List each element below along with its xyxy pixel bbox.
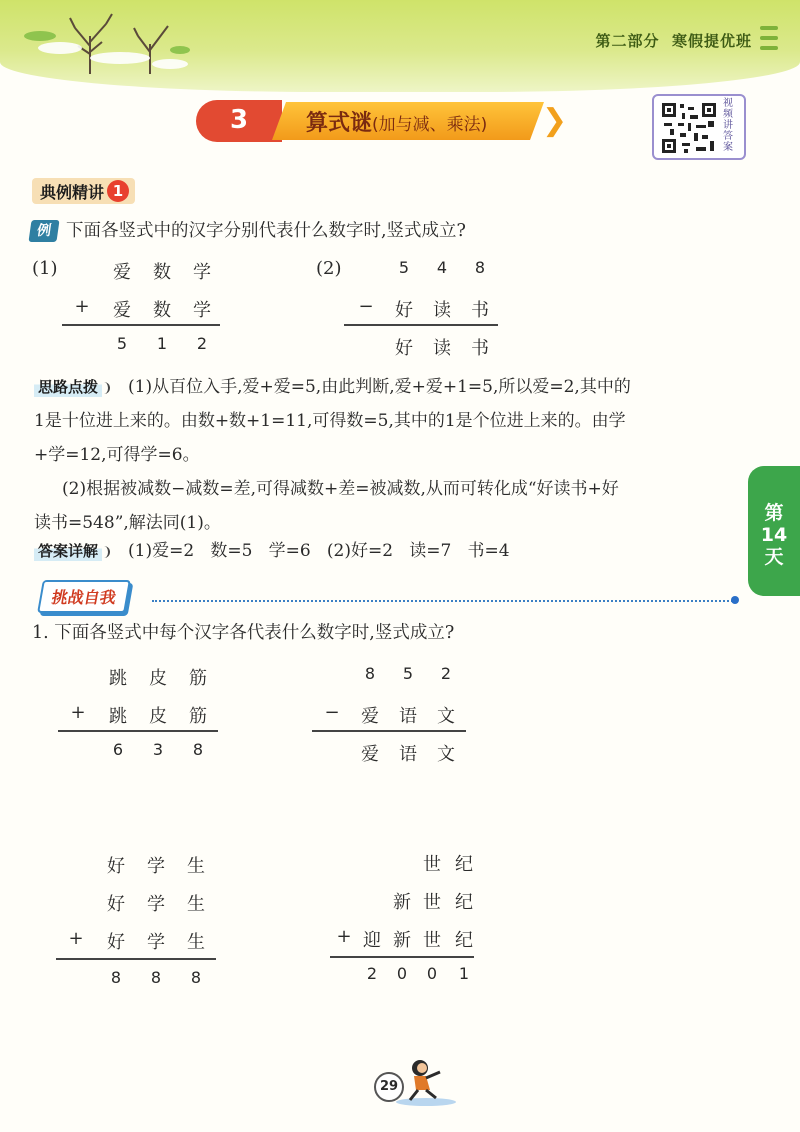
digit-cell: 跳 — [109, 706, 127, 727]
operator: + — [70, 702, 86, 723]
sum-line — [330, 956, 474, 958]
digit-cell: 新 — [393, 930, 411, 951]
digit-cell: 书 — [471, 338, 489, 359]
header-decoration — [760, 26, 778, 56]
day-tab-line3: 天 — [764, 546, 784, 568]
problem-label: (1) — [32, 258, 58, 279]
hint-line: 1是十位进上来的。由数+数+1=11,可得数=5,其中的1是个位进上来的。由学 — [34, 411, 626, 431]
digit-cell: 2 — [366, 964, 378, 983]
example-icon: 例 — [28, 220, 59, 242]
operator: + — [336, 926, 352, 947]
digit-cell: 2 — [440, 664, 452, 683]
digit-cell: 世 — [423, 854, 441, 875]
lesson-title — [196, 100, 580, 144]
qr-code-icon — [660, 101, 718, 155]
digit-cell: 爱 — [361, 706, 379, 727]
challenge-badge: 挑战自我 — [37, 580, 131, 613]
digit-cell: 4 — [436, 258, 448, 277]
digit-cell: 爱 — [361, 744, 379, 765]
answer-tag: 答案详解 — [34, 540, 102, 561]
digit-cell: 1 — [156, 334, 168, 353]
digit-cell: 世 — [423, 892, 441, 913]
dotted-divider — [152, 600, 736, 602]
lesson-title-text — [306, 106, 487, 137]
sum-line — [62, 324, 220, 326]
digit-cell: 好 — [395, 300, 413, 321]
digit-cell: 好 — [107, 894, 125, 915]
digit-cell: 0 — [426, 964, 438, 983]
example-badge-number: 1 — [107, 180, 129, 202]
digit-cell: 5 — [398, 258, 410, 277]
digit-cell: 数 — [153, 262, 171, 283]
hint-tag: 思路点拨 — [34, 376, 102, 397]
digit-cell: 筋 — [189, 668, 207, 689]
digit-cell: 纪 — [455, 854, 473, 875]
digit-cell: 好 — [107, 856, 125, 877]
answer-text: (1)爱=2 数=5 学=6 (2)好=2 读=7 书=4 — [128, 541, 510, 561]
sum-line — [56, 958, 216, 960]
digit-cell: 皮 — [149, 668, 167, 689]
digit-cell: 生 — [187, 932, 205, 953]
operator: + — [74, 296, 90, 317]
lesson-number: 3 — [196, 100, 282, 142]
digit-cell: 书 — [471, 300, 489, 321]
digit-cell: 好 — [107, 932, 125, 953]
divider-dot — [731, 596, 739, 604]
digit-cell: 学 — [193, 300, 211, 321]
digit-cell: 3 — [152, 740, 164, 759]
digit-cell: 6 — [112, 740, 124, 759]
operator: − — [358, 296, 374, 317]
header-series: 寒假提优班 — [671, 32, 752, 50]
example-badge-label: 典例精讲 — [40, 182, 105, 202]
trees-illustration — [20, 6, 190, 76]
digit-cell: 皮 — [149, 706, 167, 727]
digit-cell: 文 — [437, 706, 455, 727]
hint-line: (1)从百位入手,爱+爱=5,由此判断,爱+爱+1=5,所以爱=2,其中的 — [128, 377, 631, 397]
header-section: 第二部分 — [595, 32, 660, 50]
digit-cell: 纪 — [455, 892, 473, 913]
digit-cell: 5 — [402, 664, 414, 683]
operator: − — [324, 702, 340, 723]
day-tab-number: 14 — [760, 524, 788, 546]
runner-mascot-icon — [396, 1056, 460, 1108]
digit-cell: 学 — [147, 856, 165, 877]
digit-cell: 学 — [147, 894, 165, 915]
difference-line — [312, 730, 466, 732]
digit-cell: 世 — [423, 930, 441, 951]
example-badge — [32, 178, 135, 204]
digit-cell: 跳 — [109, 668, 127, 689]
digit-cell: 学 — [147, 932, 165, 953]
digit-cell: 纪 — [455, 930, 473, 951]
lesson-title-sub: (加与减、乘法) — [372, 115, 488, 135]
digit-cell: 语 — [399, 706, 417, 727]
page-number: 29 — [374, 1072, 404, 1102]
digit-cell: 爱 — [113, 262, 131, 283]
sum-line — [58, 730, 218, 732]
difference-line — [344, 324, 498, 326]
digit-cell: 读 — [433, 338, 451, 359]
digit-cell: 爱 — [113, 300, 131, 321]
digit-cell: 读 — [433, 300, 451, 321]
example-question: 下面各竖式中的汉字分别代表什么数字时,竖式成立? — [66, 221, 466, 241]
digit-cell: 2 — [196, 334, 208, 353]
hint-line: 读书=548”,解法同(1)。 — [34, 513, 221, 533]
day-tab-line1: 第 — [764, 502, 784, 524]
digit-cell: 生 — [187, 856, 205, 877]
header-title — [596, 30, 752, 51]
chevron-right-icon: ❯ — [542, 103, 568, 138]
digit-cell: 8 — [190, 968, 202, 987]
digit-cell: 1 — [458, 964, 470, 983]
exercise-question: 1. 下面各竖式中每个汉字各代表什么数字时,竖式成立? — [32, 623, 455, 643]
digit-cell: 0 — [396, 964, 408, 983]
digit-cell: 生 — [187, 894, 205, 915]
hint-line: +学=12,可得学=6。 — [34, 445, 200, 465]
digit-cell: 学 — [193, 262, 211, 283]
digit-cell: 新 — [393, 892, 411, 913]
hint-line: (2)根据被减数−减数=差,可得减数+差=被减数,从而可转化成“好读书+好 — [62, 479, 619, 499]
digit-cell: 文 — [437, 744, 455, 765]
digit-cell: 语 — [399, 744, 417, 765]
digit-cell: 8 — [364, 664, 376, 683]
digit-cell: 筋 — [189, 706, 207, 727]
digit-cell: 迎 — [363, 930, 381, 951]
qr-caption: 视频讲答案 — [723, 98, 733, 153]
problem-label: (2) — [316, 258, 342, 279]
lesson-title-main: 算式谜 — [306, 111, 373, 136]
digit-cell: 5 — [116, 334, 128, 353]
digit-cell: 8 — [192, 740, 204, 759]
qr-code-box[interactable] — [652, 94, 746, 160]
digit-cell: 8 — [474, 258, 486, 277]
digit-cell: 8 — [150, 968, 162, 987]
header-band — [0, 0, 800, 92]
operator: + — [68, 928, 84, 949]
digit-cell: 好 — [395, 338, 413, 359]
day-tab — [748, 466, 800, 596]
digit-cell: 8 — [110, 968, 122, 987]
digit-cell: 数 — [153, 300, 171, 321]
